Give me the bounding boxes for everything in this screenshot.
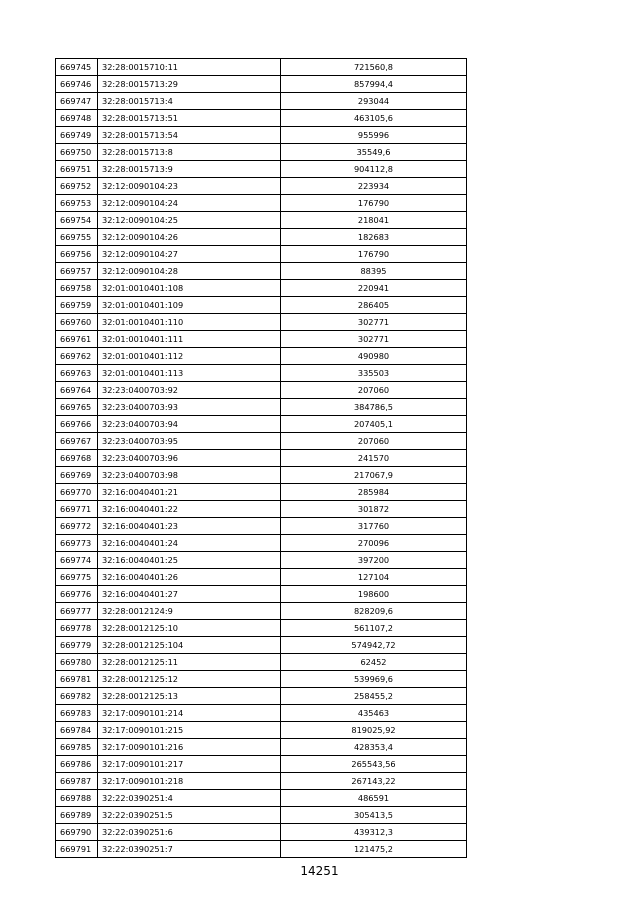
- table-row: [56, 365, 467, 382]
- table-row: [56, 484, 467, 501]
- row-number-cell: 669754: [56, 212, 98, 229]
- table-row: [56, 314, 467, 331]
- table-row: [56, 603, 467, 620]
- table-row: [56, 467, 467, 484]
- value-cell: 62452: [281, 654, 467, 671]
- cadastral-number-cell: 32:01:0010401:110: [98, 314, 281, 331]
- page-number: 14251: [300, 864, 339, 878]
- table-row: [56, 178, 467, 195]
- value-cell: 490980: [281, 348, 467, 365]
- table-row: [56, 688, 467, 705]
- table-row: [56, 331, 467, 348]
- cadastral-number-cell: 32:12:0090104:27: [98, 246, 281, 263]
- row-number-cell: 669752: [56, 178, 98, 195]
- row-number-cell: 669783: [56, 705, 98, 722]
- cadastral-number-cell: 32:28:0012125:11: [98, 654, 281, 671]
- row-number-cell: 669791: [56, 841, 98, 858]
- table-row: [56, 127, 467, 144]
- row-number-cell: 669786: [56, 756, 98, 773]
- value-cell: 486591: [281, 790, 467, 807]
- value-cell: 574942,72: [281, 637, 467, 654]
- cadastral-number-cell: 32:23:0400703:93: [98, 399, 281, 416]
- cadastral-number-cell: 32:01:0010401:108: [98, 280, 281, 297]
- value-cell: 439312,3: [281, 824, 467, 841]
- value-cell: 223934: [281, 178, 467, 195]
- row-number-cell: 669771: [56, 501, 98, 518]
- row-number-cell: 669749: [56, 127, 98, 144]
- value-cell: 176790: [281, 246, 467, 263]
- value-cell: 88395: [281, 263, 467, 280]
- table-row: [56, 382, 467, 399]
- value-cell: 302771: [281, 314, 467, 331]
- table-row: [56, 246, 467, 263]
- table-row: [56, 416, 467, 433]
- table-row: [56, 59, 467, 76]
- value-cell: 828209,6: [281, 603, 467, 620]
- table-row: [56, 773, 467, 790]
- value-cell: 721560,8: [281, 59, 467, 76]
- row-number-cell: 669785: [56, 739, 98, 756]
- value-cell: 384786,5: [281, 399, 467, 416]
- cadastral-number-cell: 32:22:0390251:4: [98, 790, 281, 807]
- cadastral-number-cell: 32:16:0040401:23: [98, 518, 281, 535]
- row-number-cell: 669774: [56, 552, 98, 569]
- value-cell: 207405,1: [281, 416, 467, 433]
- row-number-cell: 669770: [56, 484, 98, 501]
- table-row: [56, 807, 467, 824]
- value-cell: 285984: [281, 484, 467, 501]
- table-row: [56, 450, 467, 467]
- value-cell: 176790: [281, 195, 467, 212]
- table-row: [56, 756, 467, 773]
- cadastral-number-cell: 32:22:0390251:6: [98, 824, 281, 841]
- row-number-cell: 669768: [56, 450, 98, 467]
- row-number-cell: 669753: [56, 195, 98, 212]
- row-number-cell: 669773: [56, 535, 98, 552]
- cadastral-number-cell: 32:22:0390251:7: [98, 841, 281, 858]
- table-row: [56, 790, 467, 807]
- value-cell: 335503: [281, 365, 467, 382]
- row-number-cell: 669780: [56, 654, 98, 671]
- row-number-cell: 669764: [56, 382, 98, 399]
- table-row: [56, 229, 467, 246]
- value-cell: 904112,8: [281, 161, 467, 178]
- row-number-cell: 669777: [56, 603, 98, 620]
- value-cell: 218041: [281, 212, 467, 229]
- value-cell: 258455,2: [281, 688, 467, 705]
- row-number-cell: 669745: [56, 59, 98, 76]
- table-row: [56, 144, 467, 161]
- cadastral-number-cell: 32:17:0090101:215: [98, 722, 281, 739]
- cadastral-number-cell: 32:28:0012124:9: [98, 603, 281, 620]
- cadastral-number-cell: 32:22:0390251:5: [98, 807, 281, 824]
- value-cell: 207060: [281, 382, 467, 399]
- cadastral-number-cell: 32:17:0090101:214: [98, 705, 281, 722]
- value-cell: 539969,6: [281, 671, 467, 688]
- value-cell: 198600: [281, 586, 467, 603]
- row-number-cell: 669781: [56, 671, 98, 688]
- cadastral-number-cell: 32:28:0012125:10: [98, 620, 281, 637]
- value-cell: 435463: [281, 705, 467, 722]
- value-cell: 35549,6: [281, 144, 467, 161]
- cadastral-number-cell: 32:23:0400703:94: [98, 416, 281, 433]
- cadastral-number-cell: 32:23:0400703:96: [98, 450, 281, 467]
- row-number-cell: 669766: [56, 416, 98, 433]
- cadastral-number-cell: 32:23:0400703:92: [98, 382, 281, 399]
- cadastral-number-cell: 32:17:0090101:217: [98, 756, 281, 773]
- row-number-cell: 669767: [56, 433, 98, 450]
- cadastral-number-cell: 32:28:0015710:11: [98, 59, 281, 76]
- row-number-cell: 669790: [56, 824, 98, 841]
- table-row: [56, 76, 467, 93]
- row-number-cell: 669756: [56, 246, 98, 263]
- cadastral-number-cell: 32:28:0015713:54: [98, 127, 281, 144]
- value-cell: 270096: [281, 535, 467, 552]
- table-row: [56, 501, 467, 518]
- cadastral-number-cell: 32:16:0040401:22: [98, 501, 281, 518]
- cadastral-number-cell: 32:28:0015713:51: [98, 110, 281, 127]
- row-number-cell: 669779: [56, 637, 98, 654]
- table-row: [56, 722, 467, 739]
- value-cell: 220941: [281, 280, 467, 297]
- value-cell: 301872: [281, 501, 467, 518]
- row-number-cell: 669747: [56, 93, 98, 110]
- value-cell: 241570: [281, 450, 467, 467]
- value-cell: 217067,9: [281, 467, 467, 484]
- cadastral-number-cell: 32:23:0400703:95: [98, 433, 281, 450]
- row-number-cell: 669751: [56, 161, 98, 178]
- table-row: [56, 654, 467, 671]
- cadastral-number-cell: 32:01:0010401:111: [98, 331, 281, 348]
- cadastral-number-cell: 32:12:0090104:24: [98, 195, 281, 212]
- table-row: [56, 739, 467, 756]
- cadastral-number-cell: 32:16:0040401:26: [98, 569, 281, 586]
- value-cell: 286405: [281, 297, 467, 314]
- cadastral-number-cell: 32:12:0090104:28: [98, 263, 281, 280]
- table-row: [56, 297, 467, 314]
- row-number-cell: 669757: [56, 263, 98, 280]
- cadastral-number-cell: 32:12:0090104:26: [98, 229, 281, 246]
- row-number-cell: 669776: [56, 586, 98, 603]
- cadastral-number-cell: 32:12:0090104:23: [98, 178, 281, 195]
- row-number-cell: 669787: [56, 773, 98, 790]
- cadastral-number-cell: 32:17:0090101:218: [98, 773, 281, 790]
- table-row: [56, 280, 467, 297]
- value-cell: 955996: [281, 127, 467, 144]
- value-cell: 397200: [281, 552, 467, 569]
- table-row: [56, 586, 467, 603]
- cadastral-number-cell: 32:28:0015713:9: [98, 161, 281, 178]
- registry-table-body: [56, 59, 467, 858]
- value-cell: 302771: [281, 331, 467, 348]
- table-row: [56, 637, 467, 654]
- cadastral-number-cell: 32:16:0040401:24: [98, 535, 281, 552]
- table-row: [56, 161, 467, 178]
- table-row: [56, 671, 467, 688]
- value-cell: 819025,92: [281, 722, 467, 739]
- row-number-cell: 669782: [56, 688, 98, 705]
- cadastral-number-cell: 32:28:0015713:4: [98, 93, 281, 110]
- table-row: [56, 93, 467, 110]
- cadastral-number-cell: 32:16:0040401:27: [98, 586, 281, 603]
- value-cell: 317760: [281, 518, 467, 535]
- value-cell: 561107,2: [281, 620, 467, 637]
- table-row: [56, 433, 467, 450]
- table-row: [56, 348, 467, 365]
- row-number-cell: 669759: [56, 297, 98, 314]
- value-cell: 293044: [281, 93, 467, 110]
- cadastral-number-cell: 32:17:0090101:216: [98, 739, 281, 756]
- cadastral-number-cell: 32:01:0010401:112: [98, 348, 281, 365]
- row-number-cell: 669772: [56, 518, 98, 535]
- value-cell: 857994,4: [281, 76, 467, 93]
- cadastral-number-cell: 32:28:0015713:8: [98, 144, 281, 161]
- table-row: [56, 110, 467, 127]
- row-number-cell: 669784: [56, 722, 98, 739]
- cadastral-number-cell: 32:28:0012125:13: [98, 688, 281, 705]
- row-number-cell: 669761: [56, 331, 98, 348]
- value-cell: 207060: [281, 433, 467, 450]
- cadastral-number-cell: 32:01:0010401:109: [98, 297, 281, 314]
- row-number-cell: 669788: [56, 790, 98, 807]
- table-row: [56, 535, 467, 552]
- cadastral-number-cell: 32:16:0040401:25: [98, 552, 281, 569]
- table-row: [56, 552, 467, 569]
- row-number-cell: 669763: [56, 365, 98, 382]
- value-cell: 463105,6: [281, 110, 467, 127]
- row-number-cell: 669758: [56, 280, 98, 297]
- value-cell: 127104: [281, 569, 467, 586]
- table-row: [56, 212, 467, 229]
- value-cell: 267143,22: [281, 773, 467, 790]
- row-number-cell: 669760: [56, 314, 98, 331]
- row-number-cell: 669775: [56, 569, 98, 586]
- row-number-cell: 669750: [56, 144, 98, 161]
- row-number-cell: 669762: [56, 348, 98, 365]
- table-row: [56, 841, 467, 858]
- value-cell: 305413,5: [281, 807, 467, 824]
- value-cell: 265543,56: [281, 756, 467, 773]
- row-number-cell: 669769: [56, 467, 98, 484]
- row-number-cell: 669789: [56, 807, 98, 824]
- table-row: [56, 620, 467, 637]
- table-row: [56, 518, 467, 535]
- table-row: [56, 705, 467, 722]
- row-number-cell: 669778: [56, 620, 98, 637]
- cadastral-number-cell: 32:12:0090104:25: [98, 212, 281, 229]
- cadastral-number-cell: 32:01:0010401:113: [98, 365, 281, 382]
- value-cell: 428353,4: [281, 739, 467, 756]
- table-row: [56, 399, 467, 416]
- row-number-cell: 669746: [56, 76, 98, 93]
- registry-table: [55, 58, 467, 858]
- table-row: [56, 263, 467, 280]
- cadastral-number-cell: 32:16:0040401:21: [98, 484, 281, 501]
- cadastral-number-cell: 32:28:0015713:29: [98, 76, 281, 93]
- cadastral-number-cell: 32:23:0400703:98: [98, 467, 281, 484]
- cadastral-number-cell: 32:28:0012125:12: [98, 671, 281, 688]
- value-cell: 121475,2: [281, 841, 467, 858]
- cadastral-number-cell: 32:28:0012125:104: [98, 637, 281, 654]
- table-row: [56, 195, 467, 212]
- table-row: [56, 569, 467, 586]
- value-cell: 182683: [281, 229, 467, 246]
- row-number-cell: 669755: [56, 229, 98, 246]
- table-row: [56, 824, 467, 841]
- row-number-cell: 669748: [56, 110, 98, 127]
- row-number-cell: 669765: [56, 399, 98, 416]
